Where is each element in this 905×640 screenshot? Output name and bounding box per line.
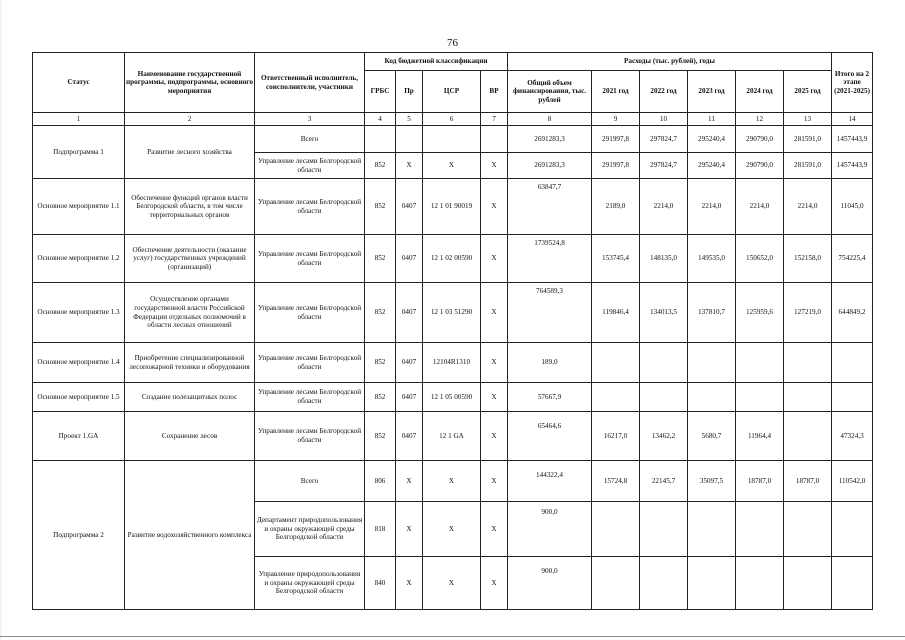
total-cell: 764589,3	[508, 283, 592, 343]
csr-cell: 12 1 02 00590	[423, 235, 481, 283]
y2025-cell: 281591,0	[784, 153, 832, 179]
y2021-cell	[592, 383, 640, 412]
y2023-cell: 149535,0	[688, 235, 736, 283]
y2023-cell: 2214,0	[688, 179, 736, 235]
total-cell: 144322,4	[508, 461, 592, 502]
y2022-cell	[640, 343, 688, 383]
pr-cell: 0407	[396, 283, 423, 343]
header-total-funding: Общий объем финансирования, тыс. рублей	[508, 71, 592, 113]
status-cell: Подпрограмма 1	[33, 126, 125, 179]
y2021-cell	[592, 343, 640, 383]
header-2025: 2025 год	[784, 71, 832, 113]
y2025-cell	[784, 343, 832, 383]
status-cell: Основное мероприятие 1.2	[33, 235, 125, 283]
header-responsible: Ответственный исполнитель, соисполнители, участники	[255, 53, 365, 113]
y2025-cell: 281591,0	[784, 126, 832, 153]
y2022-cell: 297824,7	[640, 153, 688, 179]
status-cell: Основное мероприятие 1.5	[33, 383, 125, 412]
y2024-cell: 2214,0	[736, 179, 784, 235]
pr-cell: Х	[396, 461, 423, 502]
column-number: 6	[423, 113, 481, 126]
column-number: 5	[396, 113, 423, 126]
sum-cell	[832, 502, 873, 557]
y2023-cell: 295240,4	[688, 153, 736, 179]
vr-cell: Х	[481, 412, 508, 461]
y2025-cell: 18787,0	[784, 461, 832, 502]
column-number: 11	[688, 113, 736, 126]
y2024-cell: 18787,0	[736, 461, 784, 502]
status-cell: Основное мероприятие 1.1	[33, 179, 125, 235]
sum-cell	[832, 557, 873, 610]
y2024-cell	[736, 343, 784, 383]
header-expenses: Расходы (тыс. рублей), годы	[508, 53, 832, 71]
pr-cell: 0407	[396, 412, 423, 461]
total-cell: 900,0	[508, 502, 592, 557]
vr-cell: Х	[481, 235, 508, 283]
y2021-cell: 153745,4	[592, 235, 640, 283]
y2022-cell	[640, 502, 688, 557]
y2021-cell: 16217,0	[592, 412, 640, 461]
sum-cell: 11045,0	[832, 179, 873, 235]
header-status: Статус	[33, 53, 125, 113]
vr-cell: Х	[481, 383, 508, 412]
vr-cell: Х	[481, 461, 508, 502]
csr-cell: Х	[423, 557, 481, 610]
page-bottom-edge	[0, 636, 905, 637]
grbs-cell	[365, 126, 396, 153]
total-cell: 1739524,8	[508, 235, 592, 283]
y2023-cell: 5680,7	[688, 412, 736, 461]
name-cell: Обеспечение функций органов власти Белгородской области, в том числе территориальных органов	[125, 179, 255, 235]
y2023-cell: 295240,4	[688, 126, 736, 153]
sum-cell: 47324,3	[832, 412, 873, 461]
header-2024: 2024 год	[736, 71, 784, 113]
vr-cell: Х	[481, 153, 508, 179]
y2022-cell	[640, 383, 688, 412]
csr-cell: Х	[423, 153, 481, 179]
grbs-cell: 806	[365, 461, 396, 502]
pr-cell: Х	[396, 557, 423, 610]
y2023-cell	[688, 343, 736, 383]
header-2022: 2022 год	[640, 71, 688, 113]
status-cell: Основное мероприятие 1.3	[33, 283, 125, 343]
csr-cell: Х	[423, 502, 481, 557]
vr-cell	[481, 126, 508, 153]
total-cell: 65464,6	[508, 412, 592, 461]
column-number: 3	[255, 113, 365, 126]
vr-cell: Х	[481, 283, 508, 343]
y2025-cell: 2214,0	[784, 179, 832, 235]
name-cell: Сохранение лесов	[125, 412, 255, 461]
table-row	[33, 126, 873, 153]
table-row	[33, 383, 873, 412]
csr-cell: 12 1 03 51290	[423, 283, 481, 343]
page-edge	[0, 0, 2, 640]
y2022-cell: 22145,7	[640, 461, 688, 502]
table-row	[33, 235, 873, 283]
y2024-cell	[736, 502, 784, 557]
responsible-cell: Управление природопользования и охраны окружающей среды Белгородской области	[255, 557, 365, 610]
table-row	[33, 461, 873, 502]
vr-cell: Х	[481, 343, 508, 383]
table-row	[33, 179, 873, 235]
pr-cell: Х	[396, 153, 423, 179]
column-number-row	[33, 113, 873, 126]
column-number: 12	[736, 113, 784, 126]
csr-cell: 12 1 05 00590	[423, 383, 481, 412]
responsible-cell: Управление лесами Белгородской области	[255, 179, 365, 235]
y2024-cell	[736, 557, 784, 610]
y2021-cell: 2189,0	[592, 179, 640, 235]
total-cell: 2691283,3	[508, 153, 592, 179]
header-name: Наименование государственной программы, подпрограммы, основного мероприятия	[125, 53, 255, 113]
responsible-cell: Департамент природопользования и охраны окружающей среды Белгородской области	[255, 502, 365, 557]
y2023-cell: 35097,5	[688, 461, 736, 502]
y2022-cell: 134013,5	[640, 283, 688, 343]
grbs-cell: 852	[365, 235, 396, 283]
y2025-cell	[784, 557, 832, 610]
vr-cell: Х	[481, 502, 508, 557]
column-number: 4	[365, 113, 396, 126]
csr-cell	[423, 126, 481, 153]
page-number: 76	[447, 37, 458, 49]
y2024-cell	[736, 383, 784, 412]
responsible-cell: Всего	[255, 126, 365, 153]
pr-cell: 0407	[396, 235, 423, 283]
y2025-cell: 127219,0	[784, 283, 832, 343]
table-row	[33, 343, 873, 383]
grbs-cell: 852	[365, 343, 396, 383]
header-pr: Пр	[396, 71, 423, 113]
y2025-cell	[784, 502, 832, 557]
name-cell: Обеспечение деятельности (оказание услуг) государственных учреждений (организаций)	[125, 235, 255, 283]
total-cell: 189,0	[508, 343, 592, 383]
y2025-cell: 152158,0	[784, 235, 832, 283]
responsible-cell: Управление лесами Белгородской области	[255, 383, 365, 412]
grbs-cell: 852	[365, 153, 396, 179]
csr-cell: Х	[423, 461, 481, 502]
pr-cell: Х	[396, 502, 423, 557]
y2024-cell: 290790,0	[736, 153, 784, 179]
grbs-cell: 852	[365, 283, 396, 343]
y2023-cell	[688, 557, 736, 610]
name-cell: Осуществление органами государственной власти Российской Федерации отдельных полномочий в области лесных отношений	[125, 283, 255, 343]
column-number: 8	[508, 113, 592, 126]
pr-cell: 0407	[396, 383, 423, 412]
total-cell: 900,0	[508, 557, 592, 610]
pr-cell: 0407	[396, 343, 423, 383]
y2025-cell	[784, 412, 832, 461]
column-number: 10	[640, 113, 688, 126]
column-number: 2	[125, 113, 255, 126]
responsible-cell: Управление лесами Белгородской области	[255, 283, 365, 343]
sum-cell	[832, 343, 873, 383]
y2021-cell: 15724,8	[592, 461, 640, 502]
y2023-cell	[688, 383, 736, 412]
header-budget-code: Код бюджетной классификации	[365, 53, 508, 71]
sum-cell: 754225,4	[832, 235, 873, 283]
pr-cell: 0407	[396, 179, 423, 235]
vr-cell: Х	[481, 179, 508, 235]
responsible-cell: Управление лесами Белгородской области	[255, 412, 365, 461]
header-2021: 2021 год	[592, 71, 640, 113]
column-number: 9	[592, 113, 640, 126]
y2025-cell	[784, 383, 832, 412]
csr-cell: 12 1 GA	[423, 412, 481, 461]
y2022-cell	[640, 557, 688, 610]
responsible-cell: Управление лесами Белгородской области	[255, 153, 365, 179]
y2023-cell	[688, 502, 736, 557]
column-number: 14	[832, 113, 873, 126]
y2024-cell: 11964,4	[736, 412, 784, 461]
total-cell: 57667,9	[508, 383, 592, 412]
status-cell: Проект 1.GA	[33, 412, 125, 461]
status-cell: Основное мероприятие 1.4	[33, 343, 125, 383]
y2024-cell: 290790,0	[736, 126, 784, 153]
header-grbs: ГРБС	[365, 71, 396, 113]
y2021-cell	[592, 502, 640, 557]
column-number: 13	[784, 113, 832, 126]
column-number: 1	[33, 113, 125, 126]
budget-table	[32, 52, 873, 610]
name-cell: Развитие водохозяйственного комплекса	[125, 461, 255, 610]
sum-cell	[832, 383, 873, 412]
grbs-cell: 852	[365, 179, 396, 235]
y2023-cell: 137810,7	[688, 283, 736, 343]
csr-cell: 12104R1310	[423, 343, 481, 383]
total-cell: 2691283,3	[508, 126, 592, 153]
column-number: 7	[481, 113, 508, 126]
pr-cell	[396, 126, 423, 153]
header-2023: 2023 год	[688, 71, 736, 113]
header-csr: ЦСР	[423, 71, 481, 113]
y2022-cell: 148135,0	[640, 235, 688, 283]
table-row	[33, 412, 873, 461]
y2021-cell: 291997,8	[592, 126, 640, 153]
y2022-cell: 13462,2	[640, 412, 688, 461]
name-cell: Развитие лесного хозяйства	[125, 126, 255, 179]
sum-cell: 644849,2	[832, 283, 873, 343]
sum-cell: 1457443,9	[832, 153, 873, 179]
status-cell: Подпрограмма 2	[33, 461, 125, 610]
y2021-cell: 291997,8	[592, 153, 640, 179]
responsible-cell: Управление лесами Белгородской области	[255, 235, 365, 283]
y2022-cell: 2214,0	[640, 179, 688, 235]
y2024-cell: 125959,6	[736, 283, 784, 343]
y2021-cell	[592, 557, 640, 610]
csr-cell: 12 1 01 90019	[423, 179, 481, 235]
name-cell: Создание полезащитных полос	[125, 383, 255, 412]
grbs-cell: 818	[365, 502, 396, 557]
sum-cell: 110542,0	[832, 461, 873, 502]
responsible-cell: Управление лесами Белгородской области	[255, 343, 365, 383]
y2024-cell: 150652,0	[736, 235, 784, 283]
vr-cell: Х	[481, 557, 508, 610]
name-cell: Приобретение специализированной лесопожарной техники и оборудования	[125, 343, 255, 383]
header-vr: ВР	[481, 71, 508, 113]
grbs-cell: 852	[365, 412, 396, 461]
grbs-cell: 840	[365, 557, 396, 610]
y2021-cell: 119846,4	[592, 283, 640, 343]
header-total-stage2: Итого на 2 этапе (2021-2025)	[832, 53, 873, 113]
sum-cell: 1457443,9	[832, 126, 873, 153]
table-row	[33, 283, 873, 343]
grbs-cell: 852	[365, 383, 396, 412]
total-cell: 63847,7	[508, 179, 592, 235]
y2022-cell: 297824,7	[640, 126, 688, 153]
responsible-cell: Всего	[255, 461, 365, 502]
